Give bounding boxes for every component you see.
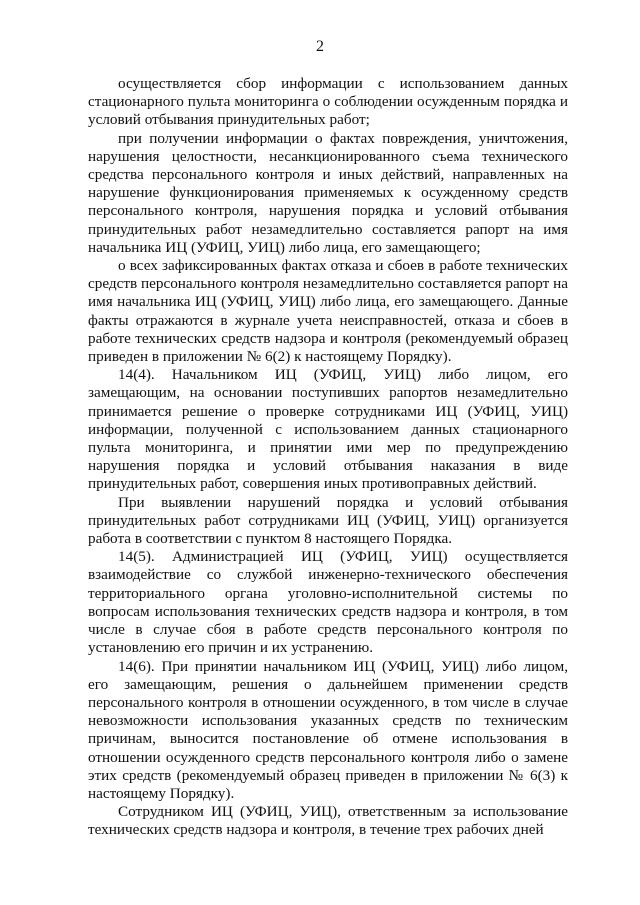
paragraph-14-5: 14(5). Администрацией ИЦ (УФИЦ, УИЦ) осуществляется взаимодействие со службой инженерно-технического обеспечения территориального органа уголовно-исполнительной системы по вопросам использования технических средств надзора и контроля, в том числе в случае сбоя в работе средств персонального контроля по установлению его причин и их устранению. <box>88 548 568 657</box>
paragraph-3: о всех зафиксированных фактах отказа и сбоев в работе технических средств персонального контроля незамедлительно составляется рапорт на имя начальника ИЦ (УФИЦ, УИЦ) либо лица, его замещающего. Данные факты отражаются в журнале учета неисправностей, отказа и сбоев в работе технических средств надзора и контроля (рекомендуемый образец приведен в приложении № 6(2) к настоящему Порядку). <box>88 257 568 366</box>
paragraph-last: Сотрудником ИЦ (УФИЦ, УИЦ), ответственным за использование технических средств надзора и контроля, в течение трех рабочих дней <box>88 803 568 839</box>
page-number: 2 <box>316 38 324 55</box>
paragraph-2: при получении информации о фактах повреждения, уничтожения, нарушения целостности, несанкционированного съема технического средства персонального контроля и иных действий, направленных на нарушение функционирования применяемых к осужденному средств персонального контроля, нарушения порядка и условий отбывания принудительных работ незамедлительно составляется рапорт на имя начальника ИЦ (УФИЦ, УИЦ) либо лица, его замещающего; <box>88 129 568 256</box>
paragraph-1: осуществляется сбор информации с использованием данных стационарного пульта мониторинга о соблюдении осужденным порядка и условий отбывания принудительных работ; <box>88 75 568 129</box>
paragraph-violations: При выявлении нарушений порядка и условий отбывания принудительных работ сотрудниками ИЦ (УФИЦ, УИЦ) организуется работа в соответствии с пунктом 8 настоящего Порядка. <box>88 493 568 548</box>
paragraph-14-4: 14(4). Начальником ИЦ (УФИЦ, УИЦ) либо лицом, его замещающим, на основании поступивших рапортов незамедлительно принимается решение о проверке сотрудниками ИЦ (УФИЦ, УИЦ) информации, полученной с использованием данных стационарного пульта мониторинга, и принятии ими мер по предупреждению нарушения порядка и условий отбывания наказания в виде принудительных работ, совершения иных противоправных действий. <box>88 366 568 493</box>
document-body <box>88 75 568 840</box>
paragraph-14-6: 14(6). При принятии начальником ИЦ (УФИЦ, УИЦ) либо лицом, его замещающим, решения о дальнейшем применении средств персонального контроля в отношении осужденного, в том числе в случае невозможности использования указанных средств по техническим причинам, выносится постановление об отмене использования в отношении осужденного средств персонального контроля либо о замене этих средств (рекомендуемый образец приведен в приложении № 6(3) к настоящему Порядку). <box>88 657 568 802</box>
